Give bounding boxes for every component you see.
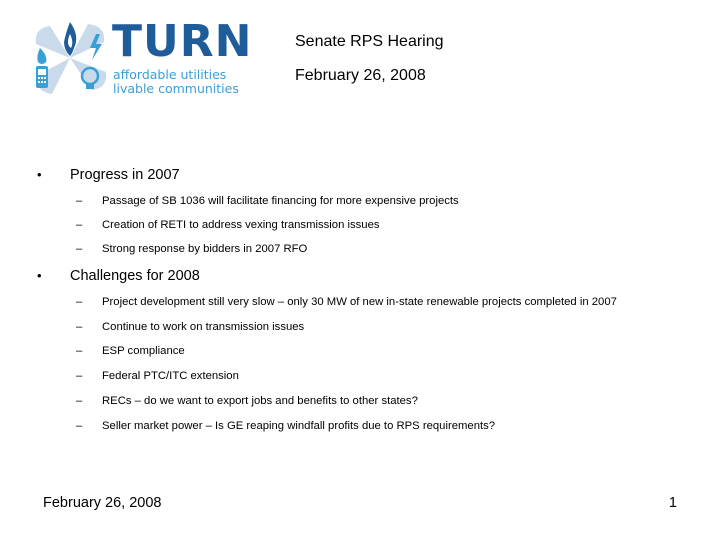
logo-tagline-2: livable communities — [113, 81, 239, 96]
dash-icon: – — [76, 243, 83, 255]
dash-icon: – — [76, 321, 83, 333]
dash-icon: – — [76, 219, 83, 231]
dash-icon: – — [76, 195, 83, 207]
logo-wordmark: TURN — [112, 16, 253, 67]
dash-icon: – — [76, 420, 83, 432]
dash-icon: – — [76, 395, 83, 407]
footer-date: February 26, 2008 — [43, 495, 162, 511]
pinwheel-logo-icon — [28, 14, 113, 102]
dash-icon: – — [76, 345, 83, 357]
slide-title: Senate RPS Hearing — [295, 33, 444, 50]
slide-header-date: February 26, 2008 — [295, 67, 426, 84]
dash-icon: – — [76, 296, 83, 308]
logo-tagline-1: affordable utilities — [113, 67, 227, 82]
bullet-icon: • — [37, 167, 42, 182]
bullet-icon: • — [37, 268, 42, 283]
page-number: 1 — [668, 495, 677, 511]
dash-icon: – — [76, 370, 83, 382]
turn-logo — [28, 14, 253, 102]
